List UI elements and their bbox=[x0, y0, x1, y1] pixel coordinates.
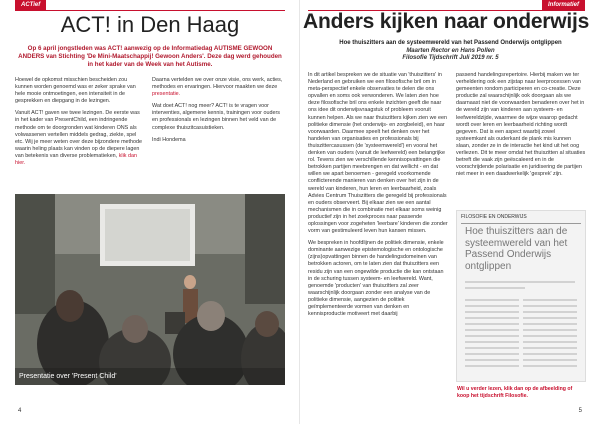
thumbnail-text-line bbox=[465, 353, 519, 355]
section-rule bbox=[15, 10, 285, 11]
thumbnail-text-line bbox=[465, 323, 519, 325]
text-column-2 bbox=[456, 72, 586, 183]
paragraph bbox=[15, 110, 145, 167]
paragraph: Wat doet ACT! nog meer? ACT! is te vragen voor interventies, algemene kennis, trainingen voor ouders en professionals en lezingen binnen het veld van de complexe thuiszitcasuistieken. bbox=[152, 103, 280, 131]
paragraph: Hoewel de opkomst misschien bescheiden zou kunnen worden genoemd was er zeker sprake van hele mooie ontmoetingen, een intensiteit in de gesprekken en diepgang in de lezingen. bbox=[15, 77, 136, 105]
thumbnail-text-line bbox=[523, 323, 577, 325]
article-subhead bbox=[318, 40, 583, 63]
thumbnail-text-line bbox=[523, 359, 577, 361]
read-more-link[interactable]: klik dan hier. bbox=[15, 152, 137, 167]
article-title: ACT! in Den Haag bbox=[60, 12, 240, 37]
thumbnail-text-line bbox=[523, 341, 577, 343]
thumbnail-caption-link[interactable]: Wil u verder lezen, klik dan op de afbeelding of koop het tijdschrift Filosofie. bbox=[457, 386, 573, 399]
thumbnail-text-line bbox=[523, 305, 577, 307]
thumbnail-text-line bbox=[523, 299, 577, 301]
right-page bbox=[300, 0, 600, 424]
thumbnail-text-line bbox=[465, 329, 519, 331]
thumbnail-text-line bbox=[465, 299, 519, 301]
article-authors: Maarten Rector en Hans Pollen bbox=[406, 47, 495, 54]
author-signature: Indi Hondema bbox=[152, 136, 186, 143]
thumbnail-text-line bbox=[523, 311, 577, 313]
thumbnail-title: Hoe thuiszitters aan de systeemwereld van het Passend Onderwijs ontglippen bbox=[465, 226, 568, 272]
thumbnail-text-line bbox=[465, 317, 519, 319]
magazine-thumbnail[interactable] bbox=[456, 210, 586, 382]
article-intro: Op 6 april jongstleden was ACT! aanwezig op de Informatiedag AUTISME GEWOON ANDERS van Stichting 'De Mini-Maatschappij! Gewoon Anders'. Deze dag werd gehouden in het kader van de Week van het Autisme. bbox=[18, 45, 282, 69]
text-column-1 bbox=[308, 72, 448, 323]
thumbnail-text-line bbox=[465, 311, 519, 313]
paragraph-text: Vanuit ACT! gaven we twee lezingen. De eerste was in het kader van PresentChild, een indringende methode om te doorgronden wat kinderen ONS als volwassenen vertellen middels gedrag, ziekte, spel etc. Wij je meer weten over deze bijzondere methode waarin heling plaats kan vinden op de diepere lagen van betekenis van diverse problematieken, bbox=[15, 110, 143, 159]
thumbnail-text-line bbox=[523, 353, 577, 355]
thumbnail-text-line bbox=[465, 341, 519, 343]
article-subtitle: Hoe thuiszitters aan de systeemwereld van het Passend Onderwijs ontglippen bbox=[339, 40, 562, 46]
paragraph: passend handelingsrepertoire. Hierbij maken we ter verheldering ook een zijstap naar leerprocessen van gemeenten rondom participeren en co-creatie. Deze productie zal waarschijnlijk ook doorgaan als we daarnaast niet de voorwaarden benaderen over het in de wereld zijn van kinderen aan systeem- en leefwereldzijde, waarmee de wijze waarop gedacht wordt over leren en leerbaarheid richting wordt gegeven. Dat is een aspect waarbij zowel systeemkant als ouderkant de plank mis kunnen slaan, zonder ze in de interactie het kind uit het oog verliezen. Dit te meer omdat het thuiszitten al situaties betreft die vaak zijn geëscaleerd en in de voorschrijdende polarisatie en juridisering de partijen niet meer in een daadwerkelijk 'gesprek' zijn. bbox=[456, 72, 586, 178]
page-number: 5 bbox=[578, 408, 582, 414]
thumbnail-text-line bbox=[523, 329, 577, 331]
paragraph: In dit artikel bespreken we de situatie van 'thuiszitters' in Nederland en gebruiken we een filosofische bril om in meta-perspectief enkele observaties te delen die ons opvallen en soms ook verwonderen. We laten zien hoe deze filosofische bril ons enkele inzichten geeft die naar ons idee dit onderwijsvraagstuk of probleem vooruit kunnen helpen. Als we naar thuiszitters kijken zien we een politieke dimensie (het onderwijs- en zorgbeleid), en haar voorwaarden. Daarmee speelt het denken over het handelen van organisaties en professionals bij thuiszittercasussen (de 'systeemwereld') en vooral het denken van ouders (vanuit de leefwereld) een belangrijke rol. Tevens zien we verschillende kennisopvattingen die betrokken partijen meebrengen en dat wellicht - en dat willen we apart benoemen - geregeld voorkomende conflicterende manieren van denken over het zijn in de wereld van kinderen, hun leren en leerbaarheid, zoals Advies Centrum Thuiszitters die geregeld bij professionals en ouders observeert. Bij elkaar zien we een aantal mechanismen die in combinatie met elkaar soms weinig productief zijn in het zoekproces naar passende oplossingen voor zogeheten 'leerbare' kinderen die zonder vorm van gestimuleerd leven hun kansen missen. bbox=[308, 72, 448, 235]
page-number: 4 bbox=[18, 408, 22, 414]
thumbnail-text-line bbox=[465, 359, 519, 361]
paragraph: We bespreken in hoofdlijnen de politiek dimensie, enkele dominante aanwezige epistemologische en ontologische (zijns)opvattingen binnen de handelingsdomeinen van betrokken actoren, om te laten zien dat thuiszitters een residu zijn van een ongewilde productie die kan ontstaan in de schuring tussen systeem- en leefwereld. Want, genoemde 'producten' van thuiszitters zal zeer waarschijnlijk doorgaan zonder een analyse van de politieke dimensie, aangezien de politiek geïmplementeerde vormen van denken en kennisproductie motiveert met daarbij bbox=[308, 240, 444, 318]
thumbnail-text-line bbox=[465, 335, 519, 337]
paragraph bbox=[152, 77, 285, 98]
thumbnail-header: FILOSOFIE EN ONDERWIJS bbox=[461, 214, 527, 220]
presentation-link[interactable]: presentatie. bbox=[152, 91, 181, 98]
section-tag: ACTief bbox=[15, 0, 46, 11]
article-source: Filosofie Tijdschrift Juli 2019 nr. 5 bbox=[402, 55, 499, 61]
thumbnail-text-line bbox=[465, 287, 525, 289]
thumbnail-text-line bbox=[465, 347, 519, 349]
thumbnail-text-line bbox=[465, 305, 519, 307]
thumbnail-text-line bbox=[523, 347, 577, 349]
thumbnail-text-line bbox=[523, 335, 577, 337]
event-photo-illustration bbox=[15, 194, 285, 385]
article-title: Anders kijken naar onderwijs bbox=[303, 10, 590, 33]
thumbnail-text-line bbox=[523, 365, 577, 367]
text-column-2 bbox=[152, 77, 285, 149]
photo-caption: Presentatie over 'Present Child' bbox=[19, 373, 117, 380]
paragraph-text: Daarna vertelden we over onze visie, ons werk, acties, methodes en ervaringen. Hiervoor maakten we deze bbox=[152, 77, 283, 91]
thumbnail-text-line bbox=[523, 317, 577, 319]
thumbnail-text-line bbox=[465, 281, 575, 283]
thumbnail-text-line bbox=[465, 365, 519, 367]
thumbnail-rule bbox=[461, 223, 581, 224]
text-column-1 bbox=[15, 77, 145, 172]
event-photo bbox=[15, 194, 285, 385]
section-tag: Informatief bbox=[542, 0, 585, 11]
